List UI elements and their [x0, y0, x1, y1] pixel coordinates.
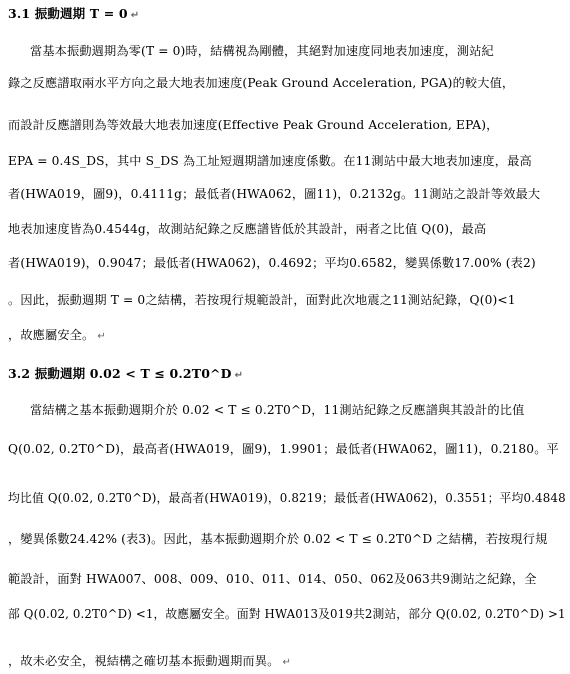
- paragraph-line: EPA = 0.4S_DS，其中 S_DS 為工址短週期譜加速度係數。在11測站中最大地表加速度，最高: [8, 154, 532, 168]
- paragraph-line: 地表加速度皆為0.4544g，故測站紀錄之反應譜皆低於其設計，兩者之比值 Q(0)，最高: [8, 222, 487, 236]
- paragraph-line: 均比值 Q(0.02, 0.2T0^D)，最高者(HWA019)，0.8219；最低者(HWA062)，0.3551；平均0.4848: [8, 491, 566, 505]
- paragraph-line: 範設計，面對 HWA007、008、009、010、011、014、050、062及063共9測站之紀錄，全: [8, 572, 537, 586]
- paragraph-line: 部 Q(0.02, 0.2T0^D) <1，故應屬安全。面對 HWA013及019共2測站，部分 Q(0.02, 0.2T0^D) >1: [8, 607, 566, 621]
- section-heading-3-2: 3.2 振動週期 0.02 < T ≤ 0.2T0^D ↵: [8, 366, 244, 381]
- paragraph-mark: ↵: [130, 10, 140, 21]
- paragraph-line: 當基本振動週期為零(T = 0)時，結構視為剛體，其絕對加速度同地表加速度，測站紀: [30, 44, 494, 58]
- paragraph-line: 錄之反應譜取兩水平方向之最大地表加速度(Peak Ground Acceleration, PGA)的較大值，: [8, 76, 515, 90]
- paragraph-mark: ↵: [282, 657, 291, 668]
- paragraph-line: ，故應屬安全。 ↵: [8, 328, 106, 342]
- paragraph-line: ，故未必安全，視結構之確切基本振動週期而異。 ↵: [8, 654, 291, 668]
- paragraph-mark: ↵: [97, 331, 106, 342]
- paragraph-line: 者(HWA019)，0.9047；最低者(HWA062)，0.4692；平均0.6582，變異係數17.00% (表2): [8, 256, 536, 270]
- paragraph-mark: ↵: [234, 370, 244, 381]
- paragraph-line: 者(HWA019，圖9)，0.4111g；最低者(HWA062，圖11)，0.2132g。11測站之設計等效最大: [8, 187, 541, 201]
- section-heading-3-1: 3.1 振動週期 T = 0 ↵: [8, 6, 140, 21]
- paragraph-line: 而設計反應譜則為等效最大地表加速度(Effective Peak Ground Acceleration, EPA)，: [8, 118, 499, 132]
- paragraph-line: Q(0.02, 0.2T0^D)，最高者(HWA019，圖9)，1.9901；最低者(HWA062，圖11)，0.2180。平: [8, 442, 559, 456]
- paragraph-line: 。因此，振動週期 T = 0之結構，若按現行規範設計，面對此次地震之11測站紀錄，Q(0)<1: [8, 293, 516, 307]
- paragraph-line: 當結構之基本振動週期介於 0.02 < T ≤ 0.2T0^D，11測站紀錄之反應譜與其設計的比值: [30, 403, 525, 417]
- paragraph-line: ，變異係數24.42% (表3)。因此，基本振動週期介於 0.02 < T ≤ 0.2T0^D 之結構，若按現行規: [8, 532, 548, 546]
